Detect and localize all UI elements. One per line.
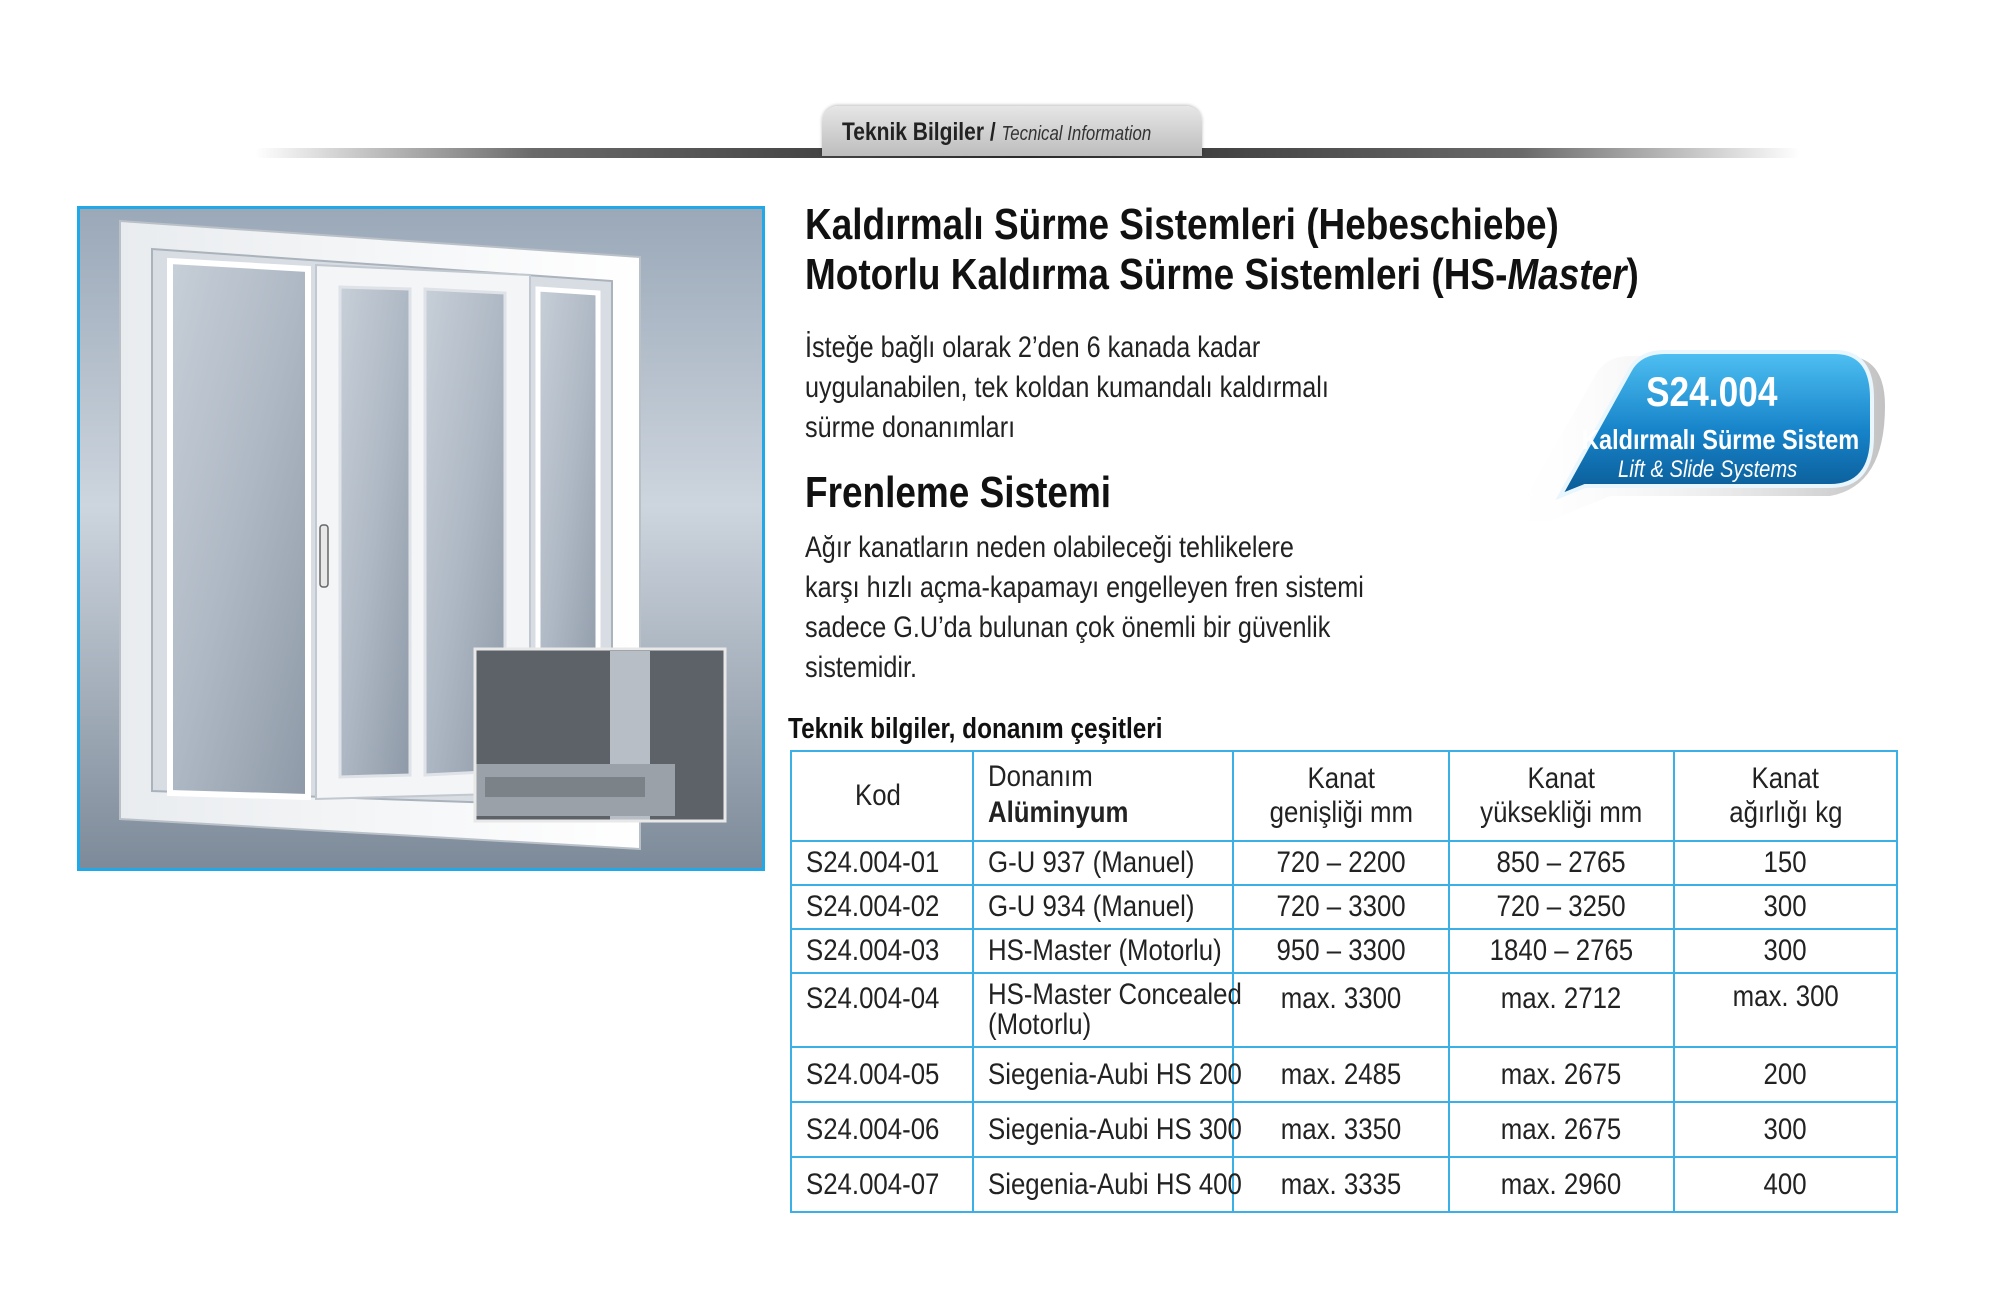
cell-agirlik: 150 [1674,841,1897,885]
cell-donanim: Siegenia-Aubi HS 400 [973,1157,1233,1212]
cell-donanim: Siegenia-Aubi HS 200 [973,1047,1233,1102]
cell-agirlik: max. 300 [1674,973,1897,1047]
cell-yukseklik: 1840 – 2765 [1449,929,1674,973]
product-description: İsteğe bağlı olarak 2’den 6 kanada kadar uygulanabilen, tek koldan kumandalı kaldırmalı sürme donanımları [805,331,1329,444]
header-tab-italic: Tecnical Information [1001,123,1152,145]
table-row [791,841,1897,885]
cell-genislik: 720 – 2200 [1233,841,1449,885]
badge-code: S24.004 [1646,368,1778,415]
table-row [791,1047,1897,1102]
table-row [791,929,1897,973]
table-row [791,885,1897,929]
cell-kod: S24.004-05 [791,1047,973,1102]
th-agirlik: Kanat ağırlığı kg [1674,751,1897,841]
cell-genislik: max. 3335 [1233,1157,1449,1212]
sliding-door-illustration [80,209,762,868]
cell-genislik: max. 2485 [1233,1047,1449,1102]
cell-yukseklik: 720 – 3250 [1449,885,1674,929]
product-title-1: Kaldırmalı Sürme Sistemleri (Hebeschiebe) [805,200,1559,249]
badge-name-tr: Kaldırmalı Sürme Sistem [1582,424,1860,455]
th-genislik: Kanat genişliği mm [1233,751,1449,841]
table-row [791,1102,1897,1157]
cell-kod: S24.004-06 [791,1102,973,1157]
badge-name-en: Lift & Slide Systems [1618,456,1798,483]
header-tab-bold: Teknik Bilgiler / [842,118,996,146]
th-donanim: Donanım Alüminyum [973,751,1233,841]
cell-donanim: G-U 937 (Manuel) [973,841,1233,885]
cell-agirlik: 300 [1674,885,1897,929]
cell-kod: S24.004-01 [791,841,973,885]
cell-kod: S24.004-04 [791,973,973,1047]
cell-genislik: max. 3300 [1233,973,1449,1047]
table-header-row [791,751,1897,841]
cell-agirlik: 400 [1674,1157,1897,1212]
cell-kod: S24.004-02 [791,885,973,929]
cell-yukseklik: max. 2960 [1449,1157,1674,1212]
product-title-2: Motorlu Kaldırma Sürme Sistemleri (HS-Master) [805,250,1639,299]
table-row [791,1157,1897,1212]
cell-genislik: 720 – 3300 [1233,885,1449,929]
brake-description: Ağır kanatların neden olabileceği tehlikelere karşı hızlı açma-kapamayı engelleyen fren sistemi sadece G.U’da bulunan çok önemli bir güvenlik sistemidir. [805,531,1364,684]
cell-kod: S24.004-03 [791,929,973,973]
th-kod: Kod [791,751,973,841]
product-photo [77,206,765,871]
table-title: Teknik bilgiler, donanım çeşitleri [788,713,1163,745]
spec-table [790,750,1898,1213]
cell-donanim: HS-Master Concealed (Motorlu) [973,973,1233,1047]
cell-genislik: 950 – 3300 [1233,929,1449,973]
cell-genislik: max. 3350 [1233,1102,1449,1157]
th-yukseklik: Kanat yüksekliği mm [1449,751,1674,841]
cell-agirlik: 300 [1674,929,1897,973]
cell-donanim: Siegenia-Aubi HS 300 [973,1102,1233,1157]
cell-yukseklik: max. 2675 [1449,1047,1674,1102]
cell-donanim: G-U 934 (Manuel) [973,885,1233,929]
cell-kod: S24.004-07 [791,1157,973,1212]
cell-agirlik: 200 [1674,1047,1897,1102]
cell-yukseklik: max. 2675 [1449,1102,1674,1157]
cell-donanim: HS-Master (Motorlu) [973,929,1233,973]
header-tab-label [842,118,1210,147]
brake-title: Frenleme Sistemi [805,468,1112,517]
cell-yukseklik: max. 2712 [1449,973,1674,1047]
cell-agirlik: 300 [1674,1102,1897,1157]
table-row [791,973,1897,1047]
cell-yukseklik: 850 – 2765 [1449,841,1674,885]
